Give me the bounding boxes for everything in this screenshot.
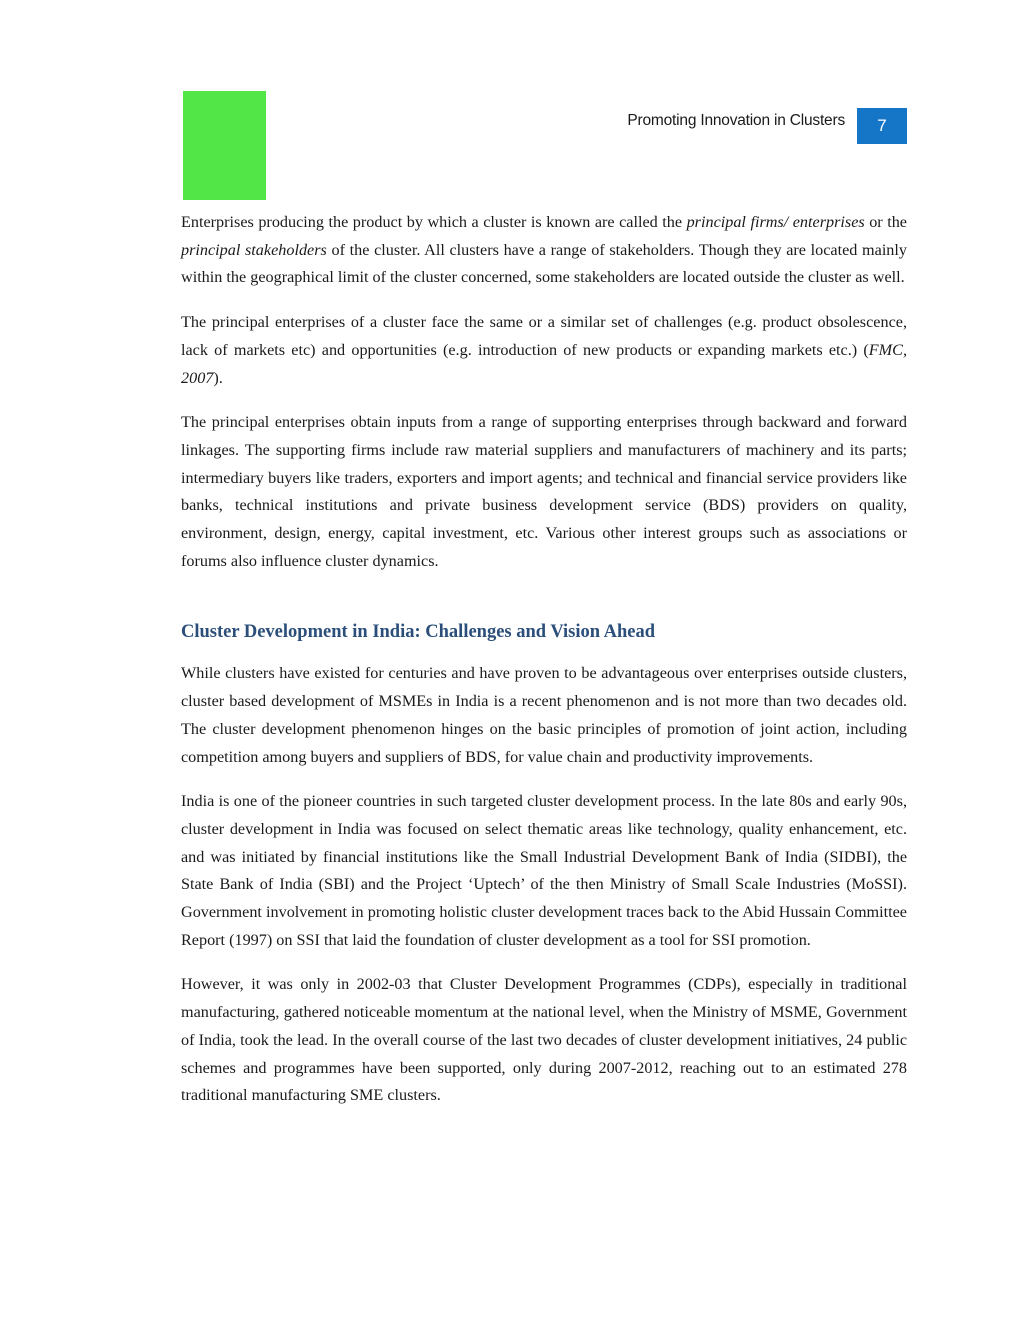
term-principal-stakeholders: principal stakeholders: [181, 240, 327, 259]
paragraph-india-pioneer: India is one of the pioneer countries in such targeted cluster development process. In the late 80s and early 90s, cluster development in India was focused on select thematic areas like technology, quality enhancement, etc. and was initiated by financial institutions like the Small Industrial Development Bank of India (SIDBI), the State Bank of India (SBI) and the Project ‘Uptech’ of the then Ministry of Small Scale Industries (MoSSI). Government involvement in promoting holistic cluster development traces back to the Abid Hussain Committee Report (1997) on SSI that laid the foundation of cluster development as a tool for SSI promotion.: [181, 792, 907, 949]
green-corner-block: [183, 91, 266, 200]
page-number-badge: 7: [857, 108, 907, 144]
paragraph-challenges: The principal enterprises of a cluster face the same or a similar set of challenges (e.g. product obsolescence, lack of markets etc) and opportunities (e.g. introduction of new products or expanding markets etc.) (FMC, 2007).: [181, 313, 907, 387]
term-principal-firms: principal firms/ enterprises: [686, 213, 865, 231]
paragraph-supporting-enterprises: The principal enterprises obtain inputs from a range of supporting enterprises through backward and forward linkages. The supporting firms include raw material suppliers and manufacturers of machinery and its parts; intermediary buyers like traders, exporters and import agents; and technical and financial service providers like banks, technical institutions and private business development service (BDS) providers on quality, environment, design, energy, capital investment, etc. Various other interest groups such as associations or forums also influence cluster dynamics.: [181, 413, 907, 570]
document-body: [181, 209, 907, 1127]
paragraph-cluster-history: While clusters have existed for centuries and have proven to be advantageous over enterprises outside clusters, cluster based development of MSMEs in India is a recent phenomenon and is not more than two decades old. The cluster development phenomenon hinges on the basic principles of promotion of joint action, including competition among buyers and suppliers of BDS, for value chain and productivity improvements.: [181, 664, 907, 766]
citation-fmc: FMC, 2007: [181, 340, 907, 387]
section-heading: Cluster Development in India: Challenges and Vision Ahead: [181, 622, 656, 643]
paragraph-cdp-momentum: However, it was only in 2002-03 that Cluster Development Programmes (CDPs), especially in traditional manufacturing, gathered noticeable momentum at the national level, when the Ministry of MSME, Government of India, took the lead. In the overall course of the last two decades of cluster development initiatives, 24 public schemes and programmes have been supported, only during 2007-2012, reaching out to an estimated 278 traditional manufacturing SME clusters.: [181, 975, 907, 1105]
running-header-title: Promoting Innovation in Clusters: [627, 112, 845, 129]
paragraph-principal-firms: Enterprises producing the product by which a cluster is known are called the principal firms/ enterprises or the principal stakeholders of the cluster. All clusters have a range of stakeholders. Though they are located mainly within the geographical limit of the cluster concerned, some stakeholders are located outside the cluster as well.: [181, 213, 907, 287]
